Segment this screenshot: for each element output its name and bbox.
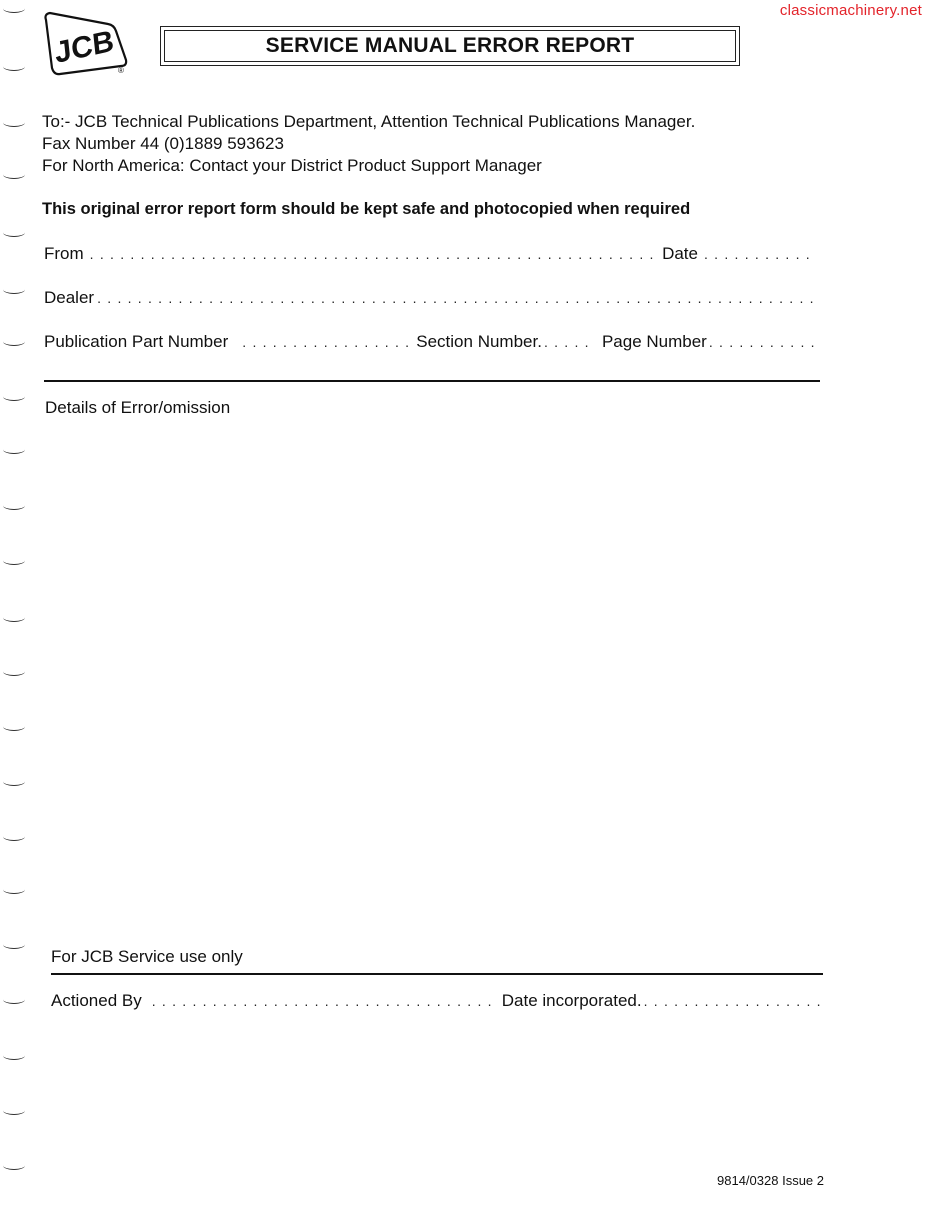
binding-hole-icon: [3, 337, 25, 346]
notice-text: This original error report form should be kept safe and photocopied when required: [42, 200, 691, 218]
publication-row: [44, 332, 816, 352]
north-america-contact: For North America: Contact your District Product Support Manager: [42, 156, 542, 175]
from-field[interactable]: [90, 246, 656, 262]
fax-number: Fax Number 44 (0)1889 593623: [42, 134, 284, 153]
watermark-text: classicmachinery.net: [779, 2, 922, 19]
dealer-label: Dealer: [44, 288, 95, 307]
binding-hole-icon: [3, 170, 25, 179]
binding-hole-icon: [3, 445, 25, 454]
page-title: SERVICE MANUAL ERROR REPORT: [265, 34, 635, 57]
dealer-field[interactable]: [97, 290, 816, 306]
section-number-field[interactable]: [544, 334, 590, 350]
title-box: [160, 26, 740, 66]
binding-hole-icon: [3, 285, 25, 294]
address-to: To:- JCB Technical Publications Department, Attention Technical Publications Manager.: [42, 112, 696, 131]
binding-hole-icon: [3, 501, 25, 510]
binding-hole-icon: [3, 777, 25, 786]
binding-hole-icon: [3, 392, 25, 401]
binding-hole-icon: [3, 722, 25, 731]
page-number-label: Page Number: [601, 332, 707, 351]
publication-part-number-label: Publication Part Number: [44, 332, 229, 351]
binding-hole-icon: [3, 4, 25, 13]
date-incorporated-field[interactable]: [644, 993, 821, 1009]
date-label: Date: [662, 244, 698, 263]
binding-hole-icon: [3, 940, 25, 949]
divider: [44, 380, 820, 382]
date-field[interactable]: [704, 246, 816, 262]
binding-hole-icon: [3, 832, 25, 841]
binding-hole-icon: [3, 1106, 25, 1115]
service-use-heading: For JCB Service use only: [51, 947, 243, 966]
binding-hole-icon: [3, 1161, 25, 1170]
from-label: From: [44, 244, 84, 263]
actioned-by-label: Actioned By: [51, 991, 142, 1010]
from-date-row: [44, 244, 816, 264]
details-label: Details of Error/omission: [45, 398, 231, 417]
svg-text:JCB: JCB: [53, 24, 116, 71]
binding-hole-icon: [3, 118, 25, 127]
section-number-label: Section Number.: [416, 332, 542, 351]
document-code: 9814/0328 Issue 2: [717, 1173, 824, 1188]
actioned-row: [51, 991, 821, 1011]
binding-hole-icon: [3, 995, 25, 1004]
dealer-row: [44, 288, 816, 308]
details-field[interactable]: [45, 425, 820, 925]
binding-hole-icon: [3, 556, 25, 565]
binding-hole-icon: [3, 613, 25, 622]
service-divider: [51, 973, 823, 975]
date-incorporated-label: Date incorporated.: [501, 991, 642, 1010]
publication-part-number-field[interactable]: [242, 334, 410, 350]
binding-hole-icon: [3, 885, 25, 894]
registered-mark: ®: [118, 66, 124, 75]
binding-hole-icon: [3, 1051, 25, 1060]
binding-hole-icon: [3, 228, 25, 237]
binding-hole-icon: [3, 62, 25, 71]
actioned-by-field[interactable]: [152, 993, 492, 1009]
page-number-field[interactable]: [709, 334, 816, 350]
binding-hole-icon: [3, 667, 25, 676]
